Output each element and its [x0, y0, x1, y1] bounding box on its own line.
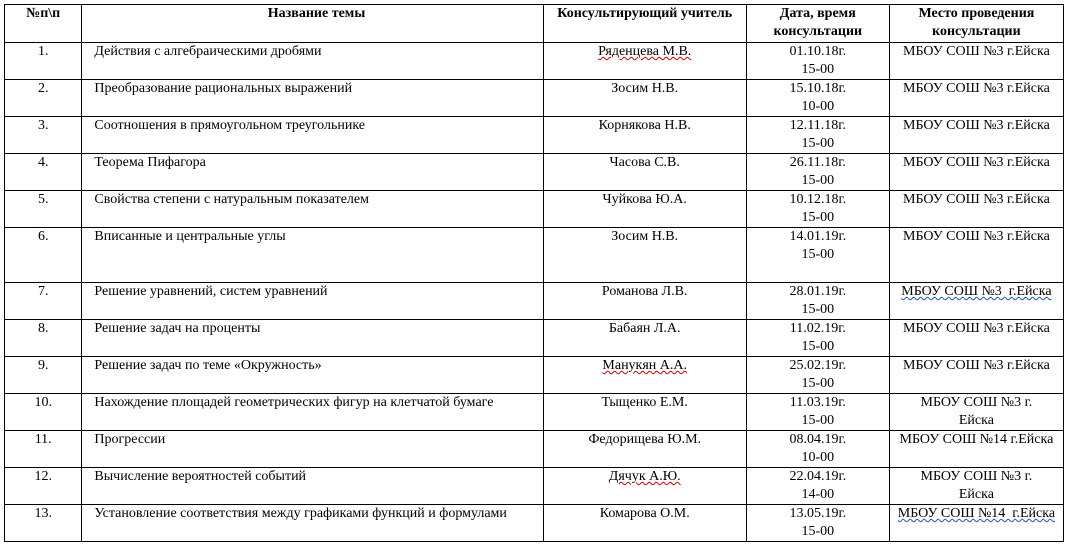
row-datetime — [746, 357, 889, 394]
row-date: 11.02.19г. — [789, 321, 846, 336]
row-number: 4. — [5, 154, 82, 191]
row-topic: Свойства степени с натуральным показателем — [82, 191, 543, 228]
row-datetime — [746, 505, 889, 542]
row-datetime — [746, 154, 889, 191]
row-number: 1. — [5, 43, 82, 80]
row-datetime — [746, 228, 889, 283]
row-place: МБОУ СОШ №3 г.Ейска — [889, 154, 1063, 191]
header-teacher: Консультирующий учитель — [543, 5, 746, 43]
row-topic: Решение задач на проценты — [82, 320, 543, 357]
row-number: 9. — [5, 357, 82, 394]
row-topic: Решение задач по теме «Окружность» — [82, 357, 543, 394]
row-number: 7. — [5, 283, 82, 320]
row-teacher: Бабаян Л.А. — [543, 320, 746, 357]
table-row — [5, 228, 1064, 283]
row-topic: Соотношения в прямоугольном треугольнике — [82, 117, 543, 154]
table-header-row — [5, 5, 1064, 43]
row-teacher: Комарова О.М. — [543, 505, 746, 542]
row-topic: Прогрессии — [82, 431, 543, 468]
row-date: 28.01.19г. — [789, 284, 847, 299]
row-teacher — [543, 468, 746, 505]
row-place: МБОУ СОШ №3 г. Ейска — [889, 468, 1063, 505]
row-number: 11. — [5, 431, 82, 468]
row-datetime — [746, 468, 889, 505]
row-place: МБОУ СОШ №3 г.Ейска — [889, 80, 1063, 117]
table-row — [5, 431, 1064, 468]
row-number: 12. — [5, 468, 82, 505]
row-time: 14-00 — [801, 487, 835, 502]
row-number: 3. — [5, 117, 82, 154]
row-teacher — [543, 43, 746, 80]
row-number: 5. — [5, 191, 82, 228]
row-topic: Вычисление вероятностей событий — [82, 468, 543, 505]
row-teacher: Часова С.В. — [543, 154, 746, 191]
row-date: 25.02.19г. — [789, 358, 847, 373]
row-topic: Теорема Пифагора — [82, 154, 543, 191]
row-datetime — [746, 80, 889, 117]
row-date: 10.12.18г. — [789, 192, 847, 207]
teacher-name: Манукян А.А. — [602, 358, 688, 373]
row-date: 13.05.19г. — [789, 506, 847, 521]
row-place: МБОУ СОШ №3 г.Ейска — [889, 117, 1063, 154]
consultation-schedule-table — [4, 4, 1064, 542]
table-row — [5, 505, 1064, 542]
table-row — [5, 43, 1064, 80]
row-time: 15-00 — [801, 210, 835, 225]
row-number: 10. — [5, 394, 82, 431]
header-topic: Название темы — [82, 5, 543, 43]
table-row — [5, 320, 1064, 357]
row-teacher: Тыщенко Е.М. — [543, 394, 746, 431]
row-date: 15.10.18г. — [789, 81, 847, 96]
row-topic: Преобразование рациональных выражений — [82, 80, 543, 117]
row-place: МБОУ СОШ №14 г.Ейска — [889, 431, 1063, 468]
row-datetime — [746, 320, 889, 357]
row-place — [889, 283, 1063, 320]
row-datetime — [746, 431, 889, 468]
row-time: 10-00 — [801, 99, 835, 114]
row-datetime — [746, 283, 889, 320]
row-datetime — [746, 191, 889, 228]
row-date: 12.11.18г. — [789, 118, 846, 133]
row-teacher — [543, 357, 746, 394]
row-time: 15-00 — [801, 376, 835, 391]
header-datetime: Дата, время консультации — [746, 5, 889, 43]
row-place: МБОУ СОШ №3 г.Ейска — [889, 191, 1063, 228]
row-teacher: Корнякова Н.В. — [543, 117, 746, 154]
row-place — [889, 505, 1063, 542]
row-number: 2. — [5, 80, 82, 117]
table-row — [5, 394, 1064, 431]
row-datetime — [746, 117, 889, 154]
table-row — [5, 80, 1064, 117]
place-text: МБОУ СОШ №3 г.Ейска — [901, 284, 1052, 299]
header-number: №п\п — [5, 5, 82, 43]
place-text: МБОУ СОШ №14 г.Ейска — [897, 506, 1056, 521]
row-datetime — [746, 394, 889, 431]
teacher-name: Дячук А.Ю. — [608, 469, 681, 484]
row-date: 08.04.19г. — [789, 432, 847, 447]
row-time: 15-00 — [801, 524, 835, 539]
row-place: МБОУ СОШ №3 г.Ейска — [889, 357, 1063, 394]
row-teacher: Федорищева Ю.М. — [543, 431, 746, 468]
row-number: 6. — [5, 228, 82, 283]
row-time: 10-00 — [801, 450, 835, 465]
row-teacher: Чуйкова Ю.А. — [543, 191, 746, 228]
row-teacher: Зосим Н.В. — [543, 228, 746, 283]
row-number: 13. — [5, 505, 82, 542]
teacher-name: Ряденцева М.В. — [598, 44, 692, 59]
row-time: 15-00 — [801, 136, 835, 151]
row-place: МБОУ СОШ №3 г.Ейска — [889, 43, 1063, 80]
table-row — [5, 154, 1064, 191]
row-time: 15-00 — [801, 339, 835, 354]
row-datetime — [746, 43, 889, 80]
row-time: 15-00 — [801, 302, 835, 317]
row-time: 15-00 — [801, 173, 835, 188]
row-date: 14.01.19г. — [789, 229, 847, 244]
row-topic: Нахождение площадей геометрических фигур на клетчатой бумаге — [82, 394, 543, 431]
row-topic: Вписанные и центральные углы — [82, 228, 543, 283]
header-place: Место проведения консультации — [889, 5, 1063, 43]
table-row — [5, 191, 1064, 228]
table-row — [5, 117, 1064, 154]
row-place: МБОУ СОШ №3 г. Ейска — [889, 394, 1063, 431]
row-place: МБОУ СОШ №3 г.Ейска — [889, 320, 1063, 357]
table-row — [5, 468, 1064, 505]
row-place: МБОУ СОШ №3 г.Ейска — [889, 228, 1063, 283]
row-date: 01.10.18г. — [789, 44, 847, 59]
row-time: 15-00 — [801, 413, 835, 428]
row-topic: Установление соответствия между графиками функций и формулами — [82, 505, 543, 542]
row-time: 15-00 — [801, 62, 835, 77]
row-topic: Действия с алгебраическими дробями — [82, 43, 543, 80]
row-date: 22.04.19г. — [789, 469, 847, 484]
table-row — [5, 357, 1064, 394]
row-teacher: Зосим Н.В. — [543, 80, 746, 117]
table-row — [5, 283, 1064, 320]
row-teacher: Романова Л.В. — [543, 283, 746, 320]
row-number: 8. — [5, 320, 82, 357]
row-time: 15-00 — [801, 247, 835, 262]
row-topic: Решение уравнений, систем уравнений — [82, 283, 543, 320]
row-date: 11.03.19г. — [789, 395, 846, 410]
row-date: 26.11.18г. — [789, 155, 846, 170]
